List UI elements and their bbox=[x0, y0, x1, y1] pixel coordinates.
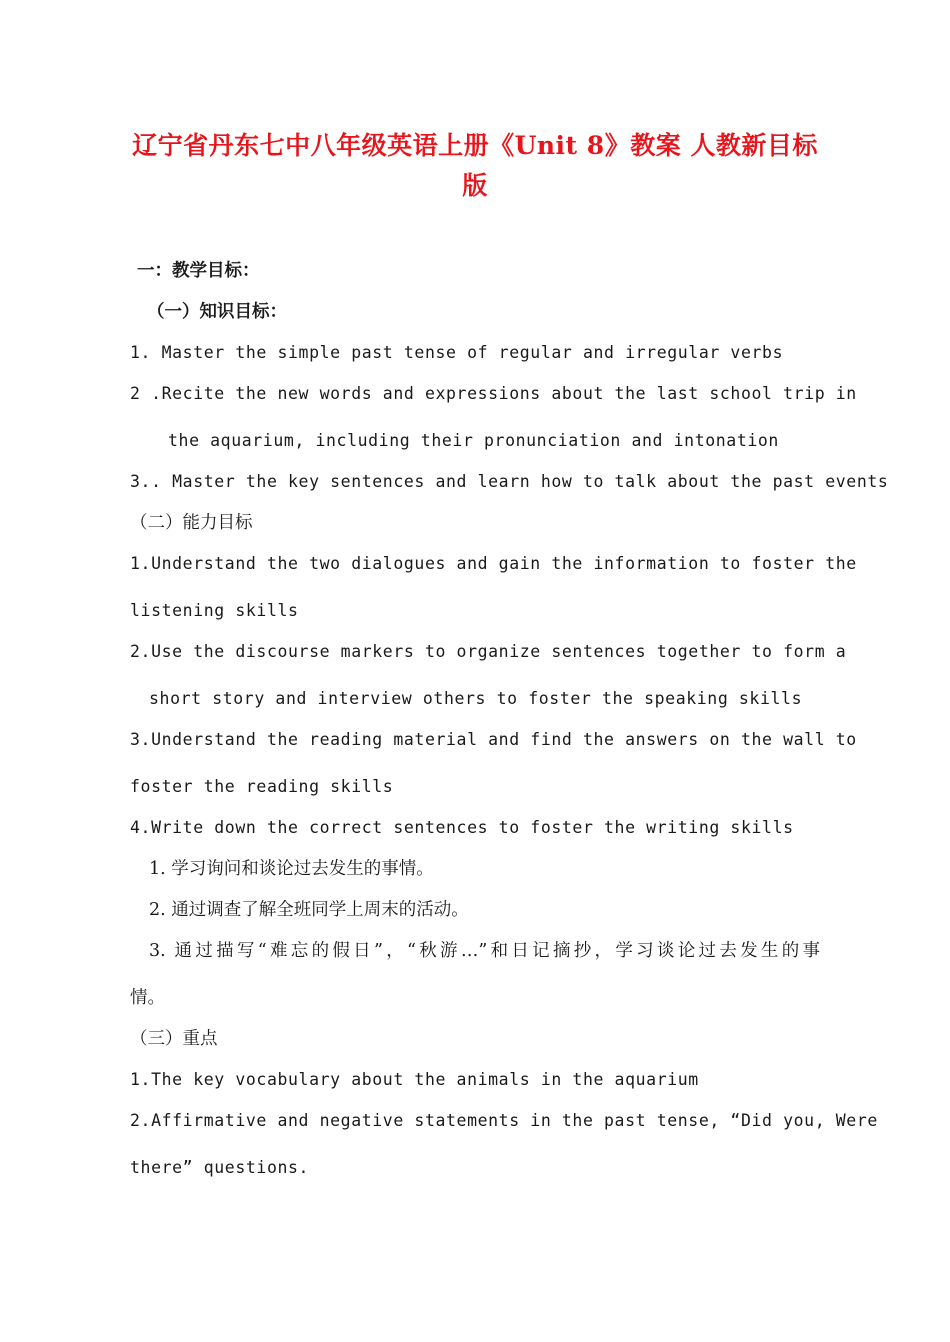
key-point-item-2-cont: there” questions. bbox=[130, 1158, 310, 1177]
ability-item-2: 2.Use the discourse markers to organize sentences together to form a bbox=[130, 642, 847, 661]
ability-item-3: 3.Understand the reading material and find the answers on the wall to bbox=[130, 730, 857, 749]
ability-cn-item-2: 2. 通过调查了解全班同学上周末的活动。 bbox=[149, 900, 469, 920]
ability-item-1: 1.Understand the two dialogues and gain the information to foster the bbox=[130, 554, 857, 573]
document-title: 辽宁省丹东七中八年级英语上册《Unit 8》教案 人教新目标版 bbox=[132, 131, 818, 200]
subheading-ability-goals: （二）能力目标 bbox=[130, 513, 253, 533]
knowledge-item-2-cont: the aquarium, including their pronunciation and intonation bbox=[168, 431, 779, 450]
subheading-knowledge-goals: （一）知识目标： bbox=[147, 302, 287, 322]
ability-item-4: 4.Write down the correct sentences to foster the writing skills bbox=[130, 818, 794, 837]
knowledge-item-1: 1. Master the simple past tense of regular and irregular verbs bbox=[130, 343, 784, 362]
section-heading-teaching-goals: 一：教学目标： bbox=[137, 261, 260, 281]
key-point-item-2: 2.Affirmative and negative statements in the past tense, “Did you, Were bbox=[130, 1111, 878, 1130]
key-point-item-1: 1.The key vocabulary about the animals in the aquarium bbox=[130, 1070, 699, 1089]
ability-item-3-cont: foster the reading skills bbox=[130, 777, 394, 796]
ability-cn-item-1: 1. 学习询问和谈论过去发生的事情。 bbox=[149, 859, 434, 879]
knowledge-item-2: 2 .Recite the new words and expressions about the last school trip in bbox=[130, 384, 857, 403]
subheading-key-points: （三）重点 bbox=[130, 1029, 218, 1049]
ability-item-2-cont: short story and interview others to foster the speaking skills bbox=[149, 689, 803, 708]
ability-item-1-cont: listening skills bbox=[130, 601, 299, 620]
ability-cn-item-3-cont: 情。 bbox=[130, 988, 165, 1008]
ability-cn-item-3: 3. 通过描写“难忘的假日”，“秋游…”和日记摘抄，学习谈论过去发生的事 bbox=[149, 941, 820, 961]
knowledge-item-3: 3.. Master the key sentences and learn how to talk about the past events bbox=[130, 472, 889, 491]
